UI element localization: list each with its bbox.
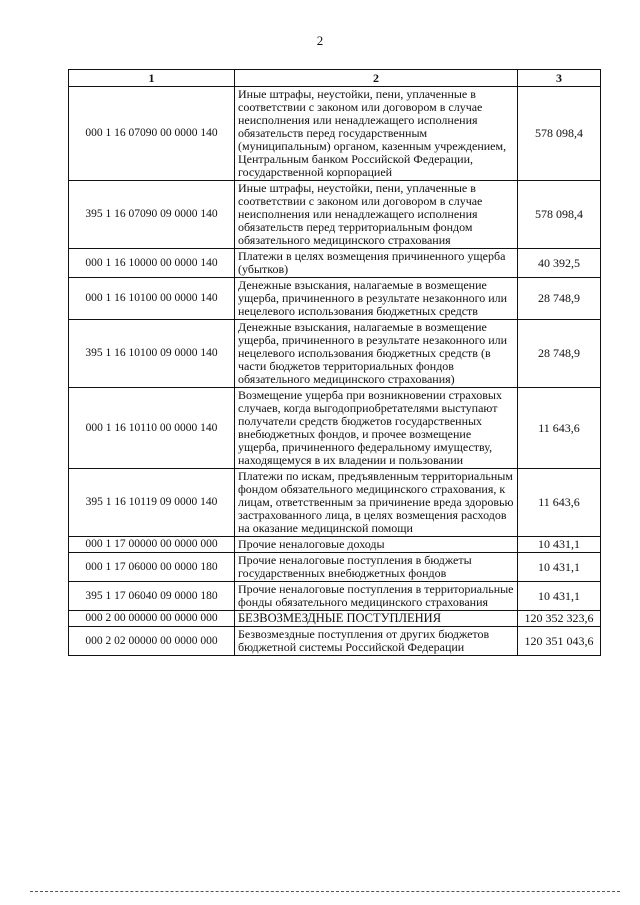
table-row [69,181,601,249]
budget-code-cell: 395 1 16 07090 09 0000 140 [69,181,235,249]
amount-cell: 10 431,1 [518,582,601,611]
table-row [69,249,601,278]
budget-code-cell: 000 1 17 06000 00 0000 180 [69,553,235,582]
revenue-name-cell: Иные штрафы, неустойки, пени, уплаченные в соответствии с законом или договором в случае неисполнения или ненадлежащего исполнения обязательств перед государственным (муниципальным) органом, казенным учреждением, Центральным банком Российской Федерации, государственной корпорацией [235,87,518,181]
table-row [69,388,601,469]
budget-code-cell: 000 2 02 00000 00 0000 000 [69,627,235,656]
column-header-code: 1 [69,70,235,87]
budget-code-cell: 395 1 16 10100 09 0000 140 [69,320,235,388]
budget-code-cell: 395 1 16 10119 09 0000 140 [69,469,235,537]
revenue-name-cell: Денежные взыскания, налагаемые в возмещение ущерба, причиненного в результате незаконного или нецелевого использования бюджетных средств [235,278,518,320]
budget-code-cell: 000 1 16 10000 00 0000 140 [69,249,235,278]
amount-cell: 120 352 323,6 [518,611,601,627]
revenue-name-cell: Денежные взыскания, налагаемые в возмещение ущерба, причиненного в результате незаконного или нецелевого использования бюджетных средств (в части бюджетов территориальных фондов обязательного медицинского страхования) [235,320,518,388]
amount-cell: 28 748,9 [518,320,601,388]
amount-cell: 578 098,4 [518,87,601,181]
budget-revenue-table [68,69,601,656]
page-number: 2 [316,33,324,48]
column-header-amount: 3 [518,70,601,87]
amount-cell: 578 098,4 [518,181,601,249]
table-row [69,582,601,611]
table-row [69,87,601,181]
table-row [69,278,601,320]
amount-cell: 10 431,1 [518,553,601,582]
table-row [69,627,601,656]
amount-cell: 10 431,1 [518,537,601,553]
revenue-name-cell: Возмещение ущерба при возникновении страховых случаев, когда выгодоприобретателями выступают получатели средств бюджетов государственных внебюджетных фондов, и прочее возмещение ущерба, причиненного федеральному имуществу, находящемуся в их владении и пользовании [235,388,518,469]
revenue-name-cell: Иные штрафы, неустойки, пени, уплаченные в соответствии с законом или договором в случае неисполнения или ненадлежащего исполнения обязательств перед территориальным фондом обязательного медицинского страхования [235,181,518,249]
budget-code-cell: 000 2 00 00000 00 0000 000 [69,611,235,627]
budget-code-cell: 395 1 17 06040 09 0000 180 [69,582,235,611]
budget-code-cell: 000 1 17 00000 00 0000 000 [69,537,235,553]
revenue-name-cell: БЕЗВОЗМЕЗДНЫЕ ПОСТУПЛЕНИЯ [235,611,518,627]
revenue-name-cell: Прочие неналоговые поступления в бюджеты государственных внебюджетных фондов [235,553,518,582]
budget-code-cell: 000 1 16 10100 00 0000 140 [69,278,235,320]
revenue-name-cell: Безвозмездные поступления от других бюджетов бюджетной системы Российской Федерации [235,627,518,656]
amount-cell: 120 351 043,6 [518,627,601,656]
revenue-name-cell: Платежи по искам, предъявленным территориальным фондом обязательного медицинского страхования, к лицам, ответственным за причинение вреда здоровью застрахованного лица, в целях возмещения расходов на оказание медицинской помощи [235,469,518,537]
table-row [69,320,601,388]
table-row [69,537,601,553]
scan-edge-line [30,891,620,892]
table-header-row [69,70,601,87]
revenue-name-cell: Платежи в целях возмещения причиненного ущерба (убытков) [235,249,518,278]
budget-code-cell: 000 1 16 10110 00 0000 140 [69,388,235,469]
amount-cell: 40 392,5 [518,249,601,278]
table-row [69,611,601,627]
table-row [69,469,601,537]
budget-code-cell: 000 1 16 07090 00 0000 140 [69,87,235,181]
amount-cell: 11 643,6 [518,388,601,469]
table-row [69,553,601,582]
amount-cell: 11 643,6 [518,469,601,537]
amount-cell: 28 748,9 [518,278,601,320]
column-header-name: 2 [235,70,518,87]
revenue-name-cell: Прочие неналоговые поступления в территориальные фонды обязательного медицинского страхования [235,582,518,611]
revenue-name-cell: Прочие неналоговые доходы [235,537,518,553]
